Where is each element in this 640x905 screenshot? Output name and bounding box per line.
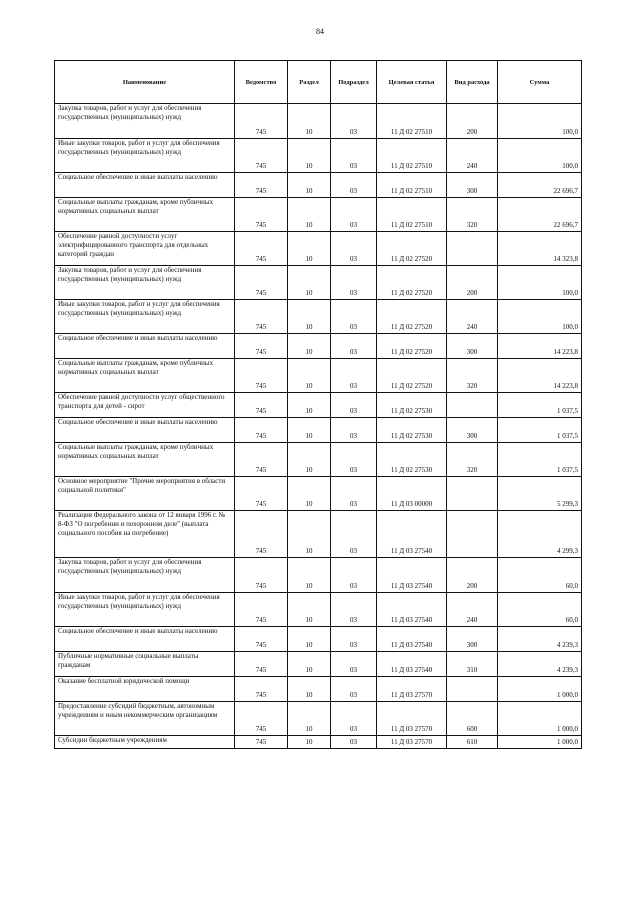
table-row [55, 359, 582, 393]
header-section: Раздел [288, 61, 331, 104]
cell-name: Обеспечение равной доступности услуг общественного транспорта для детей - сирот [55, 393, 235, 418]
table-row [55, 677, 582, 702]
cell-dept: 745 [235, 266, 288, 300]
cell-dept: 745 [235, 104, 288, 139]
cell-name: Оказание бесплатной юридической помощи [55, 677, 235, 702]
cell-dept: 745 [235, 359, 288, 393]
cell-dept: 745 [235, 702, 288, 736]
cell-target: 11 Д 03 00000 [377, 477, 447, 511]
cell-subsection: 03 [331, 477, 377, 511]
cell-sum: 60,0 [498, 558, 582, 593]
cell-target: 11 Д 03 27570 [377, 677, 447, 702]
cell-target: 11 Д 03 27540 [377, 593, 447, 627]
cell-target: 11 Д 02 27510 [377, 139, 447, 173]
cell-target: 11 Д 02 27510 [377, 198, 447, 232]
table-row [55, 511, 582, 558]
cell-kind: 200 [447, 266, 498, 300]
cell-name: Публичные нормативные социальные выплаты гражданам [55, 652, 235, 677]
cell-dept: 745 [235, 677, 288, 702]
cell-target: 11 Д 02 27530 [377, 418, 447, 443]
cell-sum: 4 239,3 [498, 652, 582, 677]
cell-kind: 600 [447, 702, 498, 736]
cell-dept: 745 [235, 558, 288, 593]
cell-target: 11 Д 02 27510 [377, 104, 447, 139]
cell-section: 10 [288, 300, 331, 334]
header-kind: Вид расхода [447, 61, 498, 104]
cell-kind [447, 232, 498, 266]
cell-subsection: 03 [331, 300, 377, 334]
table-row [55, 232, 582, 266]
cell-subsection: 03 [331, 104, 377, 139]
cell-section: 10 [288, 198, 331, 232]
cell-name: Иные закупки товаров, работ и услуг для обеспечения государственных (муниципальных) нужд [55, 593, 235, 627]
cell-sum: 100,0 [498, 104, 582, 139]
cell-sum: 60,0 [498, 593, 582, 627]
cell-section: 10 [288, 652, 331, 677]
cell-subsection: 03 [331, 511, 377, 558]
cell-subsection: 03 [331, 418, 377, 443]
cell-section: 10 [288, 418, 331, 443]
cell-kind [447, 677, 498, 702]
cell-dept: 745 [235, 443, 288, 477]
table-row [55, 300, 582, 334]
cell-section: 10 [288, 334, 331, 359]
cell-section: 10 [288, 173, 331, 198]
cell-section: 10 [288, 232, 331, 266]
cell-dept: 745 [235, 736, 288, 749]
cell-name: Социальное обеспечение и иные выплаты населению [55, 334, 235, 359]
cell-kind: 610 [447, 736, 498, 749]
cell-name: Иные закупки товаров, работ и услуг для обеспечения государственных (муниципальных) нужд [55, 139, 235, 173]
cell-sum: 5 299,3 [498, 477, 582, 511]
cell-dept: 745 [235, 393, 288, 418]
cell-subsection: 03 [331, 652, 377, 677]
cell-subsection: 03 [331, 443, 377, 477]
cell-name: Социальное обеспечение и иные выплаты населению [55, 418, 235, 443]
table-row [55, 477, 582, 511]
cell-kind: 200 [447, 104, 498, 139]
cell-kind [447, 393, 498, 418]
cell-kind: 300 [447, 418, 498, 443]
cell-target: 11 Д 02 27520 [377, 334, 447, 359]
cell-target: 11 Д 03 27570 [377, 702, 447, 736]
cell-name: Иные закупки товаров, работ и услуг для обеспечения государственных (муниципальных) нужд [55, 300, 235, 334]
cell-sum: 14 223,8 [498, 334, 582, 359]
cell-target: 11 Д 03 27540 [377, 511, 447, 558]
cell-subsection: 03 [331, 359, 377, 393]
cell-target: 11 Д 03 27570 [377, 736, 447, 749]
cell-section: 10 [288, 477, 331, 511]
cell-kind: 300 [447, 173, 498, 198]
cell-section: 10 [288, 443, 331, 477]
cell-sum: 100,0 [498, 300, 582, 334]
cell-dept: 745 [235, 232, 288, 266]
cell-sum: 1 000,0 [498, 702, 582, 736]
cell-name: Закупка товаров, работ и услуг для обеспечения государственных (муниципальных) нужд [55, 104, 235, 139]
cell-name: Обеспечение равной доступности услуг электрифицированного транспорта для отдельных категорий граждан [55, 232, 235, 266]
cell-kind: 320 [447, 443, 498, 477]
cell-section: 10 [288, 139, 331, 173]
cell-kind: 240 [447, 593, 498, 627]
budget-table [54, 60, 582, 749]
cell-name: Социальные выплаты гражданам, кроме публичных нормативных социальных выплат [55, 198, 235, 232]
table-row [55, 393, 582, 418]
cell-kind: 240 [447, 139, 498, 173]
cell-sum: 100,0 [498, 266, 582, 300]
cell-subsection: 03 [331, 393, 377, 418]
cell-subsection: 03 [331, 139, 377, 173]
cell-sum: 4 299,3 [498, 511, 582, 558]
header-name: Наименование [55, 61, 235, 104]
cell-sum: 1 037,5 [498, 393, 582, 418]
cell-target: 11 Д 03 27540 [377, 652, 447, 677]
table-row [55, 627, 582, 652]
cell-subsection: 03 [331, 198, 377, 232]
cell-section: 10 [288, 593, 331, 627]
cell-dept: 745 [235, 334, 288, 359]
cell-target: 11 Д 02 27520 [377, 359, 447, 393]
cell-kind [447, 511, 498, 558]
cell-name: Субсидии бюджетным учреждениям [55, 736, 235, 749]
cell-name: Закупка товаров, работ и услуг для обеспечения государственных (муниципальных) нужд [55, 558, 235, 593]
cell-target: 11 Д 02 27520 [377, 232, 447, 266]
page-number: 84 [316, 27, 324, 36]
cell-target: 11 Д 03 27540 [377, 627, 447, 652]
cell-target: 11 Д 02 27530 [377, 443, 447, 477]
cell-kind [447, 477, 498, 511]
cell-subsection: 03 [331, 232, 377, 266]
table-row [55, 443, 582, 477]
cell-subsection: 03 [331, 593, 377, 627]
cell-name: Предоставление субсидий бюджетным, автономным учреждениям и иным некоммерческим организациям [55, 702, 235, 736]
cell-sum: 1 037,5 [498, 418, 582, 443]
cell-subsection: 03 [331, 677, 377, 702]
table-header-row [55, 61, 582, 104]
cell-sum: 22 696,7 [498, 198, 582, 232]
cell-name: Социальные выплаты гражданам, кроме публичных нормативных социальных выплат [55, 359, 235, 393]
cell-dept: 745 [235, 652, 288, 677]
cell-subsection: 03 [331, 736, 377, 749]
cell-name: Основное мероприятие "Прочие мероприятия в области социальной политики" [55, 477, 235, 511]
cell-dept: 745 [235, 173, 288, 198]
cell-sum: 14 323,8 [498, 232, 582, 266]
cell-sum: 4 239,3 [498, 627, 582, 652]
cell-target: 11 Д 02 27520 [377, 300, 447, 334]
cell-subsection: 03 [331, 334, 377, 359]
table-row [55, 104, 582, 139]
header-sum: Сумма [498, 61, 582, 104]
cell-subsection: 03 [331, 558, 377, 593]
cell-target: 11 Д 02 27520 [377, 266, 447, 300]
header-dept: Ведомство [235, 61, 288, 104]
cell-sum: 14 223,8 [498, 359, 582, 393]
table-row [55, 593, 582, 627]
table-row [55, 266, 582, 300]
header-target: Целевая статья [377, 61, 447, 104]
cell-section: 10 [288, 359, 331, 393]
cell-section: 10 [288, 104, 331, 139]
cell-section: 10 [288, 558, 331, 593]
table-row [55, 418, 582, 443]
cell-sum: 100,0 [498, 139, 582, 173]
cell-name: Реализация Федерального закона от 12 января 1996 г. № 8-ФЗ "О погребении и похоронном деле" (выплата социального пособия на погребение) [55, 511, 235, 558]
cell-section: 10 [288, 627, 331, 652]
cell-dept: 745 [235, 627, 288, 652]
header-subsection: Подраздел [331, 61, 377, 104]
cell-target: 11 Д 02 27530 [377, 393, 447, 418]
cell-subsection: 03 [331, 173, 377, 198]
cell-sum: 22 696,7 [498, 173, 582, 198]
table-row [55, 702, 582, 736]
cell-target: 11 Д 03 27540 [377, 558, 447, 593]
cell-sum: 1 037,5 [498, 443, 582, 477]
cell-dept: 745 [235, 477, 288, 511]
table-row [55, 558, 582, 593]
cell-section: 10 [288, 266, 331, 300]
cell-name: Закупка товаров, работ и услуг для обеспечения государственных (муниципальных) нужд [55, 266, 235, 300]
cell-section: 10 [288, 736, 331, 749]
cell-section: 10 [288, 393, 331, 418]
cell-name: Социальные выплаты гражданам, кроме публичных нормативных социальных выплат [55, 443, 235, 477]
cell-kind: 300 [447, 627, 498, 652]
cell-sum: 1 000,0 [498, 736, 582, 749]
cell-kind: 200 [447, 558, 498, 593]
table-row [55, 652, 582, 677]
table-row [55, 139, 582, 173]
cell-section: 10 [288, 702, 331, 736]
cell-dept: 745 [235, 593, 288, 627]
cell-dept: 745 [235, 139, 288, 173]
cell-name: Социальное обеспечение и иные выплаты населению [55, 627, 235, 652]
cell-section: 10 [288, 677, 331, 702]
cell-kind: 240 [447, 300, 498, 334]
table-row [55, 173, 582, 198]
cell-kind: 320 [447, 359, 498, 393]
table-row [55, 198, 582, 232]
cell-subsection: 03 [331, 627, 377, 652]
cell-dept: 745 [235, 198, 288, 232]
cell-kind: 310 [447, 652, 498, 677]
cell-sum: 1 000,0 [498, 677, 582, 702]
cell-kind: 320 [447, 198, 498, 232]
cell-name: Социальное обеспечение и иные выплаты населению [55, 173, 235, 198]
cell-section: 10 [288, 511, 331, 558]
cell-subsection: 03 [331, 702, 377, 736]
table-row [55, 736, 582, 749]
cell-dept: 745 [235, 300, 288, 334]
cell-subsection: 03 [331, 266, 377, 300]
cell-dept: 745 [235, 418, 288, 443]
cell-dept: 745 [235, 511, 288, 558]
cell-kind: 300 [447, 334, 498, 359]
cell-target: 11 Д 02 27510 [377, 173, 447, 198]
table-row [55, 334, 582, 359]
